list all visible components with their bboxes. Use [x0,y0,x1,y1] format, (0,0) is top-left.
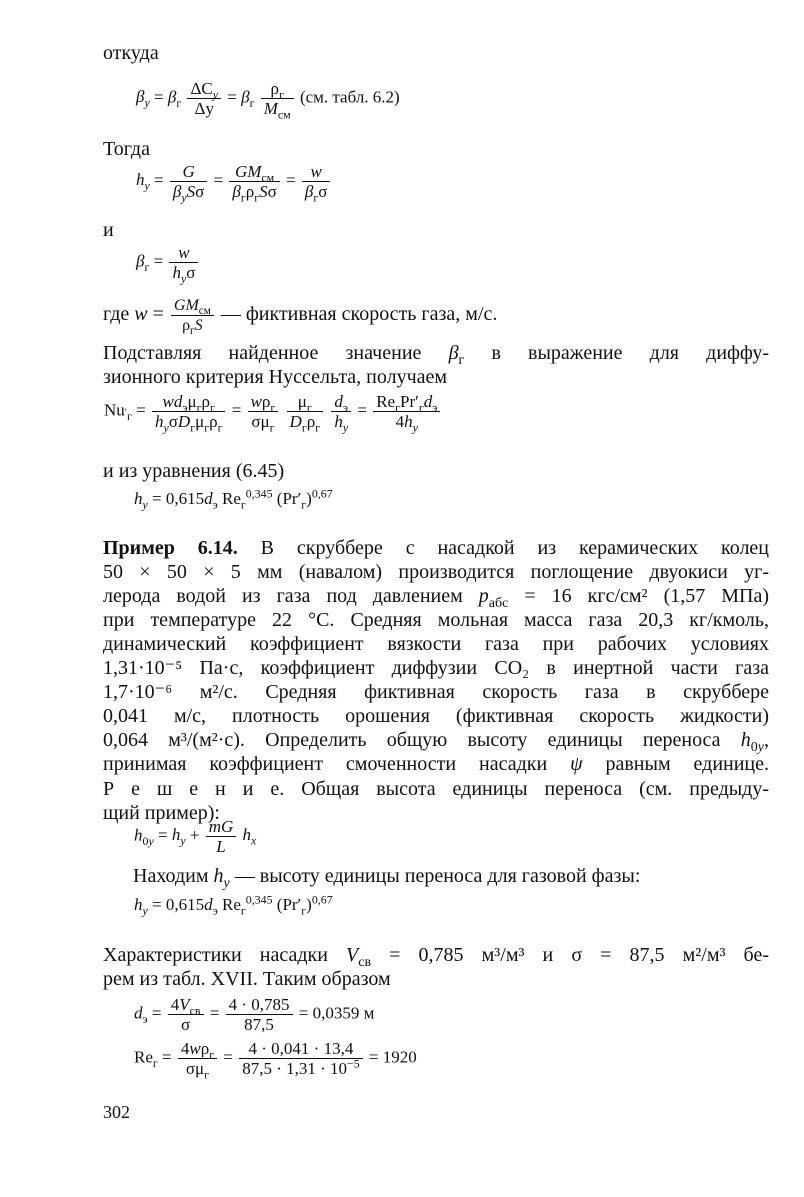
solution-line-1: Р е ш е н и е. Общая высота единицы переноса (см. предыду- [103,778,770,800]
formula-h0y: $h_{0y} = h_y$ + $\frac{mG}{L}$ $h_x$ [134,817,257,856]
example-line-5: динамический коэффициент вязкости газа при рабочих условиях [103,633,769,655]
formula-beta-y: $\beta_y = \beta_г$ $\frac{\Delta C_y}{\Delta y}$ = $\beta_г$ $\frac{\rho_г}{M_{см}}$ (см. табл. 6.2) [136,79,400,122]
example-line-7: 1,7·10⁻⁶ м²/с. Средняя фиктивная скорость газа в скруббере [103,681,769,703]
example-line-2: 50 × 50 × 5 мм (навалом) производится поглощение двуокиси уг- [103,561,769,583]
example-line-9: 0,064 м³/(м²·с). Определить общую высоту единицы переноса $h_{0y}$, [103,729,769,755]
example-line-10: принимая коэффициент смоченности насадки ψ равным единице. [103,753,770,775]
formula-d-e: $d_э$ = $\frac{4V_{св}}{\sigma}$ = $\frac{4 \cdot 0,785}{87,5}$ = 0,0359 м [134,995,375,1034]
example-line-4: при температуре 22 °С. Средняя мольная масса газа 20,3 кг/кмоль, [103,609,769,631]
formula-beta-g: $\beta_г$ = $\frac{w}{h_y\sigma}$ [136,243,200,282]
example-line-8: 0,041 м/с, плотность орошения (фиктивная скорость жидкости) [103,705,769,727]
formula-h-y: $h_y$ = $\frac{G}{\beta_yS\sigma}$ = $\frac{GM_{см}}{\beta_г\rho_гS\sigma}$ = $\frac{w}{\beta_г\sigma}$ [136,162,332,201]
formula-h-y-empirical-1: $h_y = 0,615d_э$ $Re_г^{0,345}$ $(Pr'_г)^{0,67}$ [134,486,333,512]
word-otkuda: откуда [103,42,159,64]
example-line-3: лерода водой из газа под давлением $p_{абс} = 16$ кгс/см² (1,57 МПа) [103,585,769,611]
paragraph-subst-line1: Подставляя найденное значение $\beta_г$ в выражение для диффу- [103,342,769,368]
word-togda: Тогда [103,138,150,160]
page-number: 302 [103,1102,130,1122]
example-line-1: Пример 6.14. В скруббере с насадкой из керамических колец [103,537,770,559]
packing-line-1: Характеристики насадки $V_{св} = 0,785$ м³/м³ и σ = 87,5 м²/м³ бе- [103,944,770,970]
word-i: и [103,219,114,241]
definition-w: где w = $\frac{GM_{см}}{\rho_гS}$ — фиктивная скорость газа, м/с. [103,297,498,338]
solution-line-2: щий пример): [103,802,220,824]
formula-h-y-empirical-2: $h_y = 0,615d_э$ $Re_г^{0,345}$ $(Pr'_г)^{0,67}$ [134,892,333,918]
paragraph-subst-line2: зионного критерия Нуссельта, получаем [103,366,448,388]
table-ref: (см. табл. 6.2) [299,87,400,107]
packing-line-2: рем из табл. XVII. Таким образом [103,968,391,990]
line-from-equation: и из уравнения (6.45) [103,460,285,482]
formula-reynolds: $Re_г$ = $\frac{4w\rho_г}{\sigma\mu_г}$ = $\frac{4 \cdot 0,041 \cdot 13,4}{87,5 \cdot 1,31 \cdot 10^{-5}}$ = 1920 [134,1039,417,1082]
line-find-hy: Находим $h_y$ — высоту единицы переноса для газовой фазы: [133,865,641,891]
example-title: Пример 6.14. [103,537,238,559]
formula-nusselt: $Nu'_г$ = $\frac{wd_э\mu_г\rho_г}{h_y\sigma D_г\mu_г\rho_г}$ = $\frac{w\rho_г}{\sigma\mu_г}$ $\frac{\mu_г}{D_г\rho_г}$ $\frac{d_э}{h_y}$ = $\frac{Re_гPr'_гd_э}{4h_y}$ [104,392,442,431]
example-line-6: 1,31·10⁻⁵ Па·с, коэффициент диффузии CO₂ в инертной части газа [103,657,769,679]
